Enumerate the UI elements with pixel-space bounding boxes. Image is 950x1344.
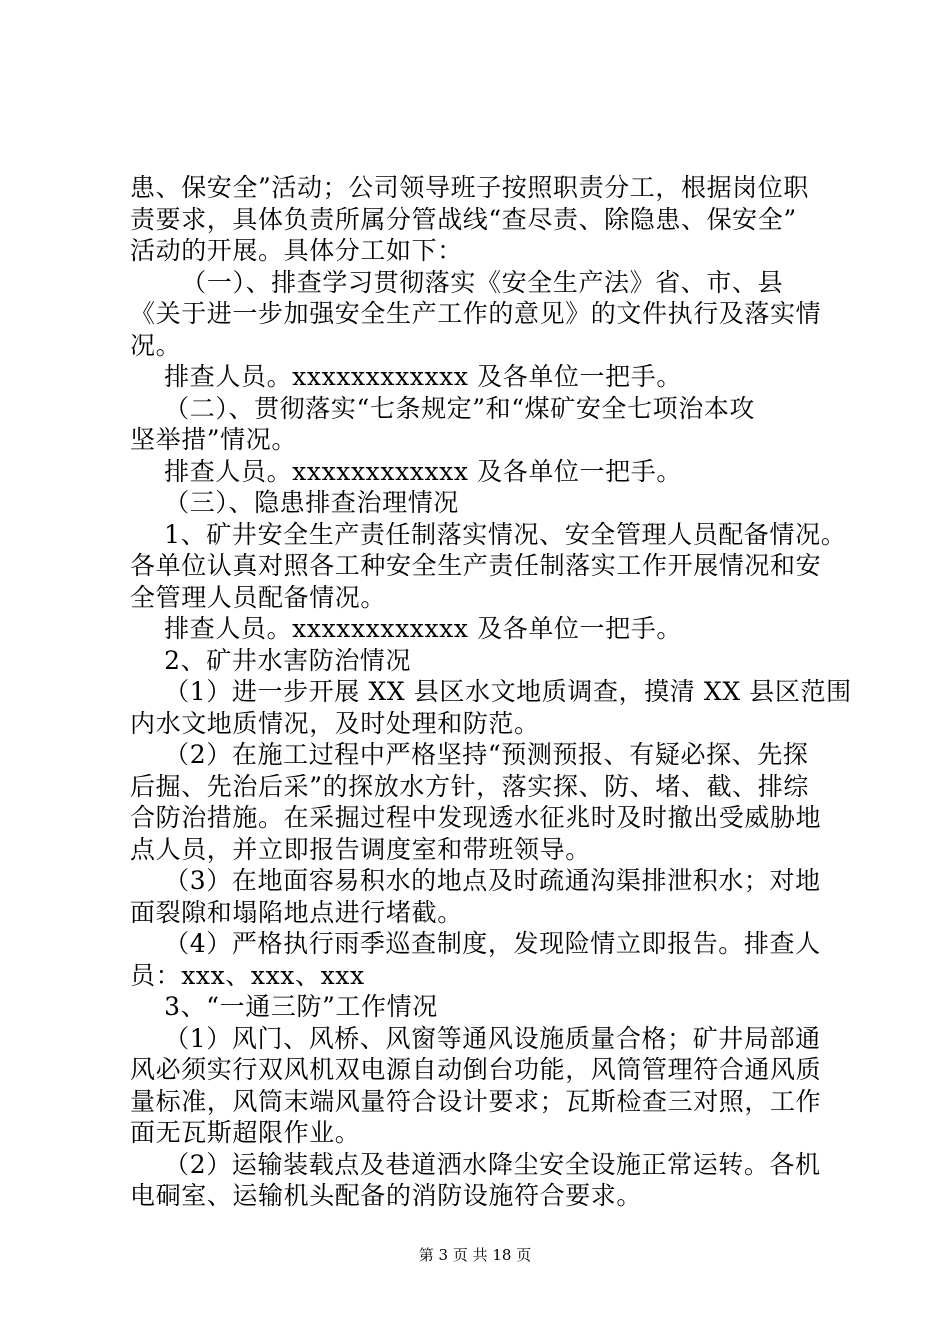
text-line: （4）严格执行雨季巡查制度，发现险情立即报告。排查人 [130,929,821,958]
page-number-footer: 第 3 页 共 18 页 [418,1246,532,1264]
text-line: 排查人员。xxxxxxxxxxxx 及各单位一把手。 [130,614,682,643]
text-line: 况。 [130,330,182,360]
text-line: 内水文地质情况，及时处理和防范。 [130,708,540,738]
text-line: （1）风门、风桥、风窗等通风设施质量合格；矿井局部通 [130,1023,821,1053]
text-line: 员：xxx、xxx、xxx [130,960,365,990]
text-line: （2）运输装载点及巷道洒水降尘安全设施正常运转。各机 [130,1149,821,1179]
text-line: 量标准，风筒末端风量符合设计要求；瓦斯检查三对照，工作 [130,1086,822,1116]
body-text [130,172,850,1212]
text-line: （一）、排查学习贯彻落实《安全生产法》省、市、县 [130,267,784,297]
text-line: 点人员，并立即报告调度室和带班领导。 [130,834,591,864]
text-line: 风必须实行双风机双电源自动倒台功能，风筒管理符合通风质 [130,1055,822,1084]
text-line: （二）、贯彻落实“七条规定”和“煤矿安全七项治本攻 [130,393,756,423]
text-line: 合防治措施。在采掘过程中发现透水征兆时及时撤出受威胁地 [130,803,822,832]
text-line: （1）进一步开展 XX 县区水文地质调查，摸清 XX 县区范围 [130,677,852,706]
text-line: 电硐室、运输机头配备的消防设施符合要求。 [130,1181,643,1210]
text-line: 后掘、先治后采”的探放水方针，落实探、防、堵、截、排综 [130,771,809,801]
text-line: 面无瓦斯超限作业。 [130,1118,361,1147]
text-line: 1、矿井安全生产责任制落实情况、安全管理人员配备情况。 [130,519,847,549]
text-line: （2）在施工过程中严格坚持“预测预报、有疑必探、先探 [130,740,809,769]
text-line: 《关于进一步加强安全生产工作的意见》的文件执行及落实情 [130,299,822,328]
text-line: 2、矿井水害防治情况 [130,645,412,675]
text-line: 患、保安全”活动；公司领导班子按照职责分工，根据岗位职 [130,173,809,202]
text-line: 全管理人员配备情况。 [130,582,387,612]
text-line: 责要求，具体负责所属分管战线“查尽责、除隐患、保安全” [130,204,797,234]
text-line: 各单位认真对照各工种安全生产责任制落实工作开展情况和安 [130,551,822,580]
text-line: 排查人员。xxxxxxxxxxxx 及各单位一把手。 [130,362,682,391]
text-line: （3）在地面容易积水的地点及时疏通沟渠排泄积水；对地 [130,866,821,895]
text-line: 排查人员。xxxxxxxxxxxx 及各单位一把手。 [130,456,682,486]
text-line: 活动的开展。具体分工如下： [130,236,463,265]
text-line: 3、“一通三防”工作情况 [130,992,438,1021]
text-line: （三）、隐患排查治理情况 [130,488,459,517]
text-line: 坚举措”情况。 [130,425,297,454]
text-line: 面裂隙和塌陷地点进行堵截。 [130,897,463,927]
